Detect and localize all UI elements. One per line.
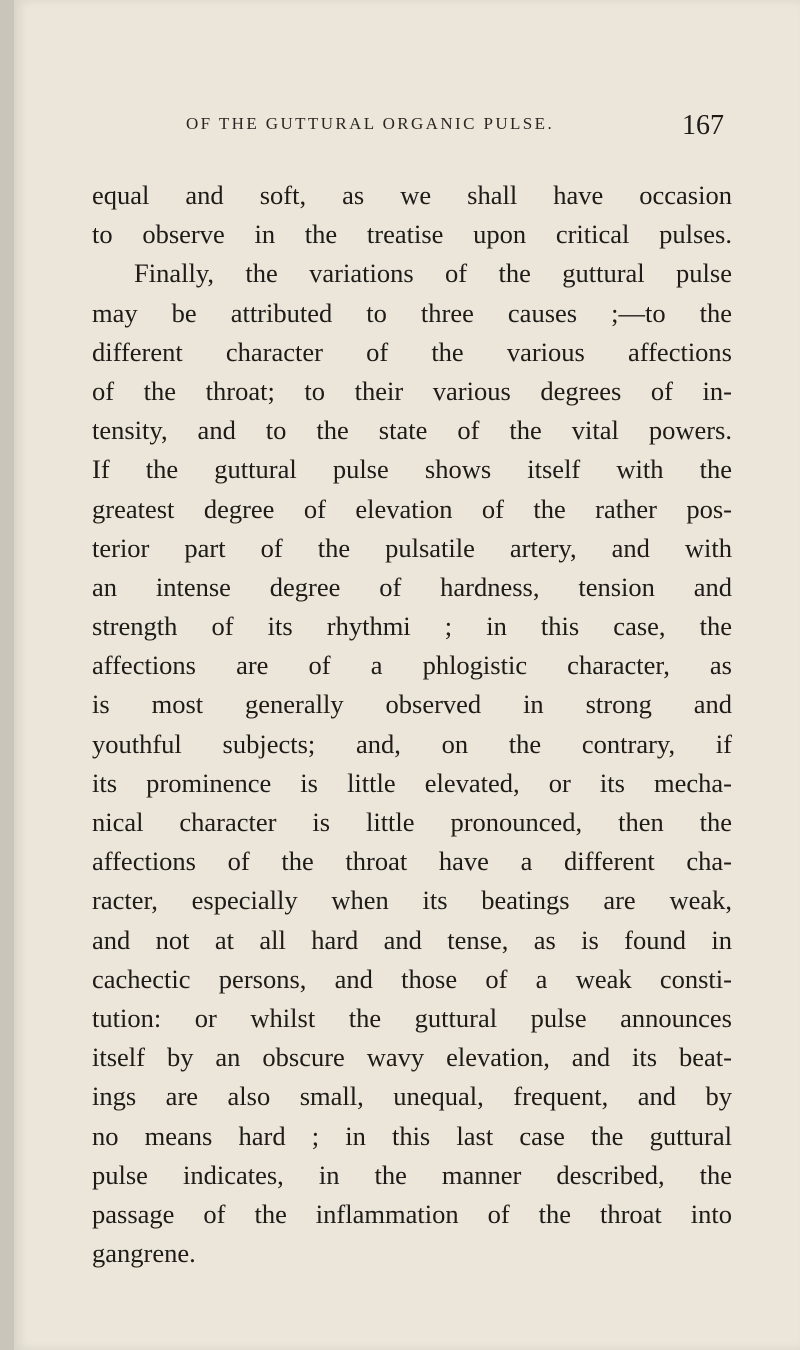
text-line: cachectic persons, and those of a weak consti- <box>92 963 732 994</box>
text-line: and not at all hard and tense, as is found in <box>92 924 732 955</box>
text-line: may be attributed to three causes ;—to the <box>92 297 732 328</box>
text-line: strength of its rhythmi ; in this case, the <box>92 611 732 642</box>
text-line: youthful subjects; and, on the contrary, if <box>92 728 732 759</box>
text-line: Finally, the variations of the guttural pulse <box>134 258 732 289</box>
text-line: to observe in the treatise upon critical pulses. <box>92 219 732 250</box>
text-line: racter, especially when its beatings are weak, <box>92 885 732 916</box>
text-line: equal and soft, as we shall have occasion <box>92 180 732 210</box>
text-line: gangrene. <box>92 1238 196 1269</box>
text-line: greatest degree of elevation of the rather pos- <box>92 493 732 524</box>
text-line: terior part of the pulsatile artery, and with <box>92 532 732 563</box>
book-page <box>14 0 800 1350</box>
text-line: pulse indicates, in the manner described, the <box>92 1159 732 1190</box>
text-line: tensity, and to the state of the vital powers. <box>92 415 732 446</box>
text-line: affections are of a phlogistic character, as <box>92 650 732 681</box>
body-text <box>92 176 732 1273</box>
page-number: 167 <box>682 110 724 141</box>
text-line: is most generally observed in strong and <box>92 689 732 720</box>
text-line: affections of the throat have a different cha- <box>92 846 732 877</box>
running-head: OF THE GUTTURAL ORGANIC PULSE. <box>186 114 555 133</box>
text-line: different character of the various affections <box>92 336 732 367</box>
text-line: no means hard ; in this last case the guttural <box>92 1120 732 1151</box>
text-line: nical character is little pronounced, then the <box>92 807 732 837</box>
text-line: an intense degree of hardness, tension and <box>92 571 732 602</box>
text-line: ings are also small, unequal, frequent, and by <box>92 1081 732 1112</box>
text-line: tution: or whilst the guttural pulse announces <box>92 1002 732 1033</box>
text-line: of the throat; to their various degrees of in- <box>92 375 732 406</box>
text-line: itself by an obscure wavy elevation, and its beat- <box>92 1042 732 1073</box>
text-line: its prominence is little elevated, or its mecha- <box>92 767 732 798</box>
text-line: If the guttural pulse shows itself with the <box>92 454 732 485</box>
text-line: passage of the inflammation of the throat into <box>92 1198 732 1229</box>
